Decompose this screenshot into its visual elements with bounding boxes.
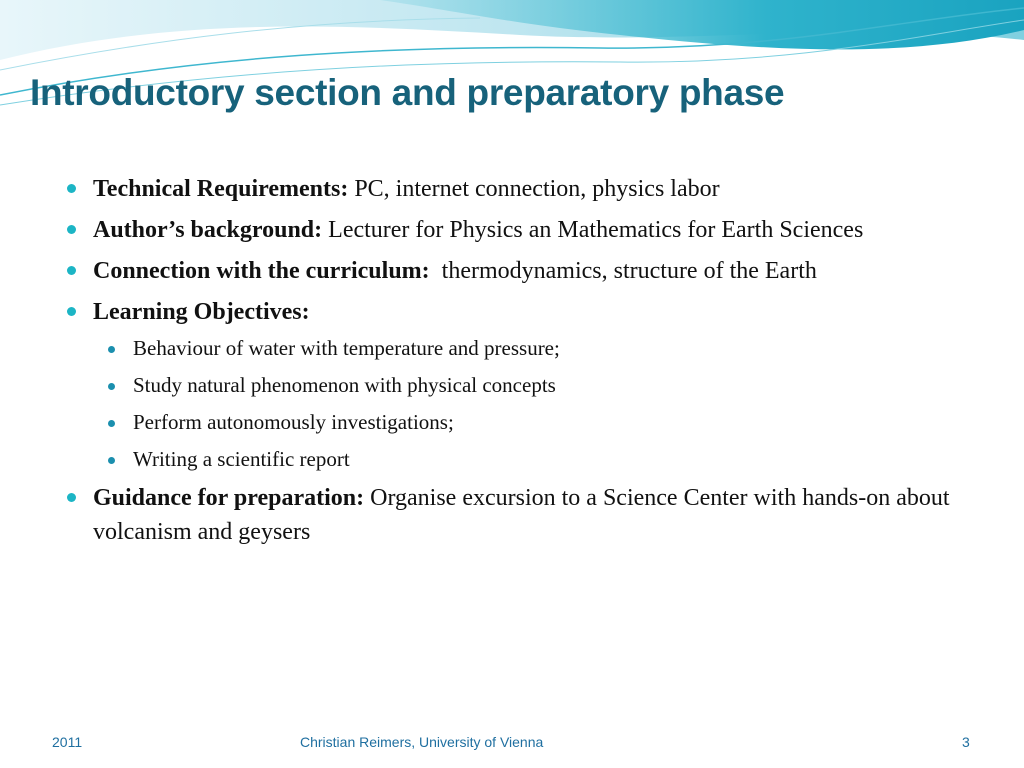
sub-bullet-text: Study natural phenomenon with physical concepts <box>133 373 556 397</box>
bullet-icon <box>67 184 76 193</box>
bullet-curriculum-connection <box>64 254 964 288</box>
sub-bullet-icon <box>108 346 115 353</box>
bullet-label: Technical Requirements: <box>93 176 349 202</box>
sub-bullet-item <box>106 407 964 438</box>
learning-objectives-list <box>64 333 964 475</box>
footer-year: 2011 <box>52 734 83 750</box>
sub-bullet-icon <box>108 420 115 427</box>
footer-author: Christian Reimers, University of Vienna <box>300 734 544 750</box>
sub-bullet-icon <box>108 383 115 390</box>
bullet-text: Organise excursion to a Science Center with hands-on about volcanism and geysers <box>93 485 950 545</box>
bullet-label: Learning Objectives: <box>93 299 310 325</box>
sub-bullet-icon <box>108 457 115 464</box>
bullet-authors-background <box>64 213 964 247</box>
slide-title: Introductory section and preparatory phase <box>30 72 785 113</box>
bullet-text: Lecturer for Physics an Mathematics for Earth Sciences <box>322 217 864 243</box>
sub-bullet-text: Perform autonomously investigations; <box>133 410 454 434</box>
bullet-learning-objectives <box>64 295 964 329</box>
bullet-label: Guidance for preparation: <box>93 485 365 511</box>
sub-bullet-item <box>106 444 964 475</box>
bullet-label: Author’s background: <box>93 217 323 243</box>
bullet-icon <box>67 225 76 234</box>
bullet-technical-requirements <box>64 172 964 206</box>
bullet-icon <box>67 266 76 275</box>
bullet-label: Connection with the curriculum: <box>93 258 430 284</box>
sub-bullet-item <box>106 333 964 364</box>
slide-content <box>64 172 964 556</box>
bullet-icon <box>67 493 76 502</box>
footer-page-number: 3 <box>962 734 970 750</box>
sub-bullet-text: Writing a scientific report <box>133 447 350 471</box>
sub-bullet-text: Behaviour of water with temperature and pressure; <box>133 336 560 360</box>
bullet-text: PC, internet connection, physics labor <box>348 176 720 202</box>
bullet-guidance-preparation <box>64 481 964 549</box>
bullet-text: thermodynamics, structure of the Earth <box>429 258 817 284</box>
bullet-icon <box>67 307 76 316</box>
sub-bullet-item <box>106 370 964 401</box>
